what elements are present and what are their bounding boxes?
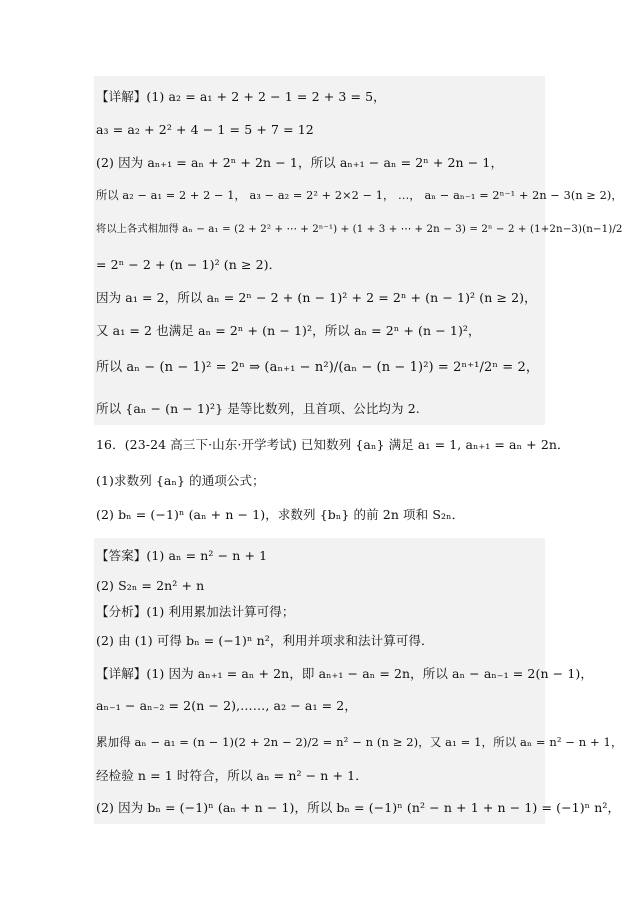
- analysis-line-1: 【分析】(1) 利用累加法计算可得；: [96, 604, 295, 619]
- detail-line-4: 所以 a₂ − a₁ = 2 + 2 − 1， a₃ − a₂ = 2² + 2×2 − 1， …， aₙ − aₙ₋₁ = 2ⁿ⁻¹ + 2n − 3(n ≥ 2)，: [96, 189, 623, 202]
- problem-16-statement: 16．(23-24 高三下·山东·开学考试) 已知数列 {aₙ} 满足 a₁ = 1, aₙ₊₁ = aₙ + 2n．: [96, 437, 570, 452]
- detail-line-9: 所以 aₙ − (n − 1)² = 2ⁿ ⇒ (aₙ₊₁ − n²)/(aₙ − (n − 1)²) = 2ⁿ⁺¹/2ⁿ = 2，: [96, 360, 540, 375]
- answer-line-2: (2) S₂ₙ = 2n² + n: [96, 578, 205, 593]
- answer-detail-line-5: (2) 因为 bₙ = (−1)ⁿ (aₙ + n − 1)，所以 bₙ = (−1)ⁿ (n² − n + 1 + n − 1) = (−1)ⁿ n²，: [96, 800, 621, 815]
- answer-detail-line-1: 【详解】(1) 因为 aₙ₊₁ = aₙ + 2n，即 aₙ₊₁ − aₙ = 2n，所以 aₙ − aₙ₋₁ = 2(n − 1)，: [96, 666, 593, 681]
- detail-line-3: (2) 因为 aₙ₊₁ = aₙ + 2ⁿ + 2n − 1，所以 aₙ₊₁ − aₙ = 2ⁿ + 2n − 1，: [96, 155, 504, 170]
- problem-16-part-1: (1)求数列 {aₙ} 的通项公式；: [96, 473, 265, 488]
- answer-line-1: 【答案】(1) aₙ = n² − n + 1: [96, 548, 268, 563]
- detail-line-7: 因为 a₁ = 2，所以 aₙ = 2ⁿ − 2 + (n − 1)² + 2 = 2ⁿ + (n − 1)² (n ≥ 2)，: [96, 290, 537, 305]
- detail-line-5: 将以上各式相加得 aₙ − a₁ = (2 + 2² + ⋯ + 2ⁿ⁻¹) + (1 + 3 + ⋯ + 2n − 3) = 2ⁿ − 2 + (1+2n−3)(n−1)/2: [96, 223, 623, 235]
- detail-line-8: 又 a₁ = 2 也满足 aₙ = 2ⁿ + (n − 1)²，所以 aₙ = 2ⁿ + (n − 1)²，: [96, 323, 481, 338]
- detail-line-1: 【详解】(1) a₂ = a₁ + 2 + 2 − 1 = 2 + 3 = 5，: [96, 89, 386, 104]
- problem-16-part-2: (2) bₙ = (−1)ⁿ (aₙ + n − 1)，求数列 {bₙ} 的前 2n 项和 S₂ₙ．: [96, 507, 465, 522]
- analysis-line-2: (2) 由 (1) 可得 bₙ = (−1)ⁿ n²，利用并项求和法计算可得．: [96, 633, 434, 648]
- answer-detail-line-2: aₙ₋₁ − aₙ₋₂ = 2(n − 2),……, a₂ − a₁ = 2，: [96, 698, 357, 713]
- detail-line-6: = 2ⁿ − 2 + (n − 1)² (n ≥ 2)．: [96, 257, 282, 272]
- answer-detail-line-4: 经检验 n = 1 时符合，所以 aₙ = n² − n + 1．: [96, 768, 368, 783]
- detail-line-2: a₃ = a₂ + 2² + 4 − 1 = 5 + 7 = 12: [96, 122, 314, 137]
- detail-line-10: 所以 {aₙ − (n − 1)²} 是等比数列，且首项、公比均为 2.: [96, 401, 420, 416]
- answer-detail-line-3: 累加得 aₙ − a₁ = (n − 1)(2 + 2n − 2)/2 = n² − n (n ≥ 2)，又 a₁ = 1，所以 aₙ = n² − n + 1，: [96, 735, 623, 749]
